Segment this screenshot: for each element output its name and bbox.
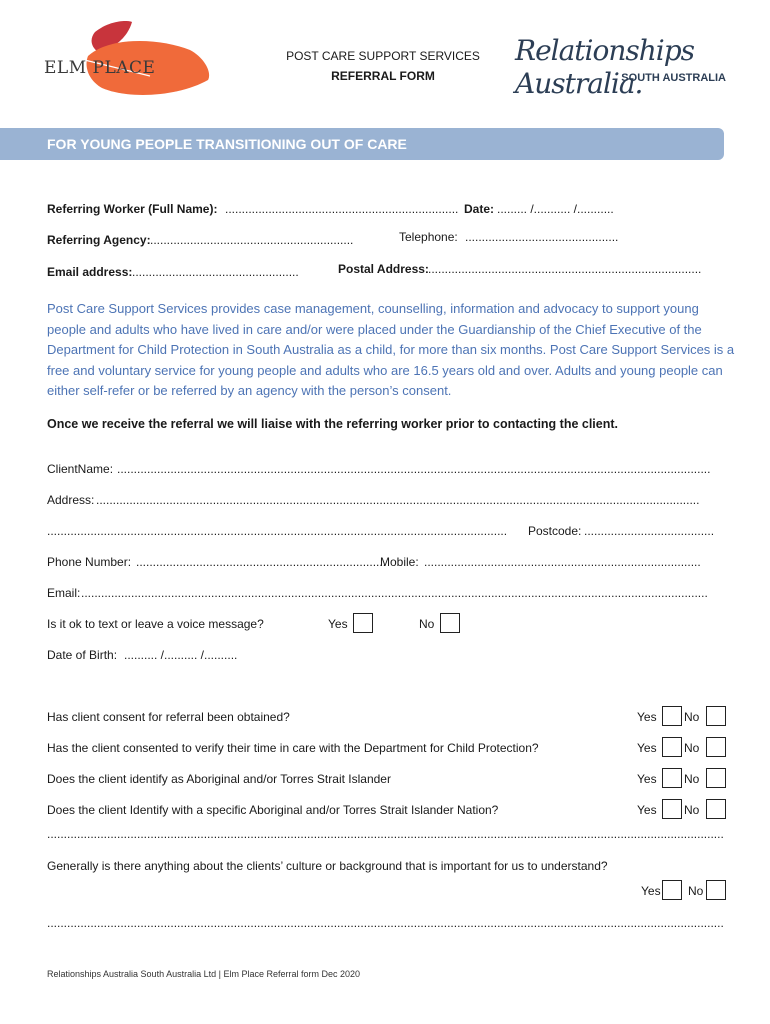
postcode-label: Postcode:	[528, 524, 582, 538]
referring-worker-label: Referring Worker (Full Name):	[47, 202, 218, 216]
address-field[interactable]: .....................................................................................................................................................................................	[96, 493, 700, 507]
postal-address-label: Postal Address:	[338, 262, 429, 276]
client-email-label: Email:	[47, 586, 81, 600]
phone-number-field[interactable]: ...........................................................................	[136, 555, 387, 569]
aboriginal-no-label: No	[684, 772, 700, 786]
client-email-field[interactable]: ............................................................................................................................................................................................	[81, 586, 708, 600]
referring-worker-field[interactable]: ......................................................................	[225, 202, 459, 216]
consent-no-checkbox[interactable]	[706, 706, 726, 726]
mobile-label: Mobile:	[380, 555, 419, 569]
email-address-label: Email address:	[47, 265, 133, 279]
relationships-australia-logo	[515, 34, 730, 100]
aboriginal-yes-checkbox[interactable]	[662, 768, 682, 788]
address-line2-field[interactable]: ..........................................................................................................................................	[47, 524, 508, 538]
phone-number-label: Phone Number:	[47, 555, 132, 569]
verify-care-no-checkbox[interactable]	[706, 737, 726, 757]
telephone-field[interactable]: ..............................................	[465, 230, 619, 244]
elm-place-logo-text: ELM PLACE	[44, 58, 156, 78]
culture-yes-checkbox[interactable]	[662, 880, 682, 900]
aboriginal-question: Does the client identify as Aboriginal and/or Torres Strait Islander	[47, 772, 391, 786]
postcode-field[interactable]: .......................................	[584, 524, 715, 538]
text-ok-question: Is it ok to text or leave a voice message?	[47, 617, 264, 631]
verify-care-yes-checkbox[interactable]	[662, 737, 682, 757]
client-name-field[interactable]: ..................................................................................................................................................................................	[117, 462, 711, 476]
postal-address-field[interactable]: ..................................................................................	[428, 262, 702, 276]
email-address-field[interactable]: ..................................................	[132, 265, 299, 279]
consent-yes-checkbox[interactable]	[662, 706, 682, 726]
referring-agency-label: Referring Agency:	[47, 233, 151, 247]
nation-question: Does the client Identify with a specific Aboriginal and/or Torres Strait Islander Nation?	[47, 803, 499, 817]
text-ok-yes-label: Yes	[328, 617, 348, 631]
relationships-australia-wordmark: Relationships Australia.	[515, 34, 695, 100]
nation-yes-checkbox[interactable]	[662, 799, 682, 819]
form-header	[258, 46, 508, 86]
nation-no-checkbox[interactable]	[706, 799, 726, 819]
page-footer: Relationships Australia South Australia Ltd | Elm Place Referral form Dec 2020	[47, 969, 360, 979]
consent-yes-label: Yes	[637, 710, 657, 724]
date-of-birth-label: Date of Birth:	[47, 648, 118, 662]
verify-care-yes-label: Yes	[637, 741, 657, 755]
verify-care-question: Has the client consented to verify their time in care with the Department for Child Protection?	[47, 741, 539, 755]
client-name-label: ClientName:	[47, 462, 114, 476]
intro-paragraph: Post Care Support Services provides case management, counselling, information and advocacy to support young people and adults who have lived in care and/or were placed under the Guardianship of the Chief Executive of the Department for Child Protection in South Australia as a child, for more than six months. Post Care Support Services is a free and voluntary service for young people and adults who are 16.5 years old and over. Adults and young people can either self-refer or be referred by an agency with the person’s consent.	[47, 301, 735, 398]
date-label: Date:	[464, 202, 495, 216]
text-ok-yes-checkbox[interactable]	[353, 613, 373, 633]
referral-notice: Once we receive the referral we will liaise with the referring worker prior to contacting the client.	[47, 417, 619, 431]
aboriginal-no-checkbox[interactable]	[706, 768, 726, 788]
verify-care-no-label: No	[684, 741, 700, 755]
south-australia-wordmark: SOUTH AUSTRALIA	[621, 72, 726, 84]
section-banner	[0, 128, 724, 160]
text-ok-no-checkbox[interactable]	[440, 613, 460, 633]
date-of-birth-field[interactable]: .......... /.......... /..........	[124, 648, 238, 662]
nation-field[interactable]: ...........................................................................................................................................................................................................	[47, 827, 724, 841]
culture-no-label: No	[688, 884, 704, 898]
nation-yes-label: Yes	[637, 803, 657, 817]
culture-no-checkbox[interactable]	[706, 880, 726, 900]
aboriginal-yes-label: Yes	[637, 772, 657, 786]
address-label: Address:	[47, 493, 95, 507]
service-title: POST CARE SUPPORT SERVICES	[286, 49, 480, 63]
consent-no-label: No	[684, 710, 700, 724]
form-title: REFERRAL FORM	[331, 69, 435, 83]
culture-field[interactable]: ...........................................................................................................................................................................................................	[47, 916, 724, 930]
elm-place-logo	[40, 18, 215, 103]
culture-question: Generally is there anything about the clients’ culture or background that is important for us to understand?	[47, 859, 608, 873]
telephone-label: Telephone:	[399, 230, 458, 244]
banner-title: FOR YOUNG PEOPLE TRANSITIONING OUT OF CARE	[47, 136, 407, 152]
text-ok-no-label: No	[419, 617, 435, 631]
mobile-field[interactable]: ...................................................................................	[424, 555, 701, 569]
culture-yes-label: Yes	[641, 884, 661, 898]
referring-agency-field[interactable]: .............................................................	[150, 233, 354, 247]
consent-question: Has client consent for referral been obtained?	[47, 710, 290, 724]
nation-no-label: No	[684, 803, 700, 817]
date-field[interactable]: ......... /........... /...........	[497, 202, 614, 216]
